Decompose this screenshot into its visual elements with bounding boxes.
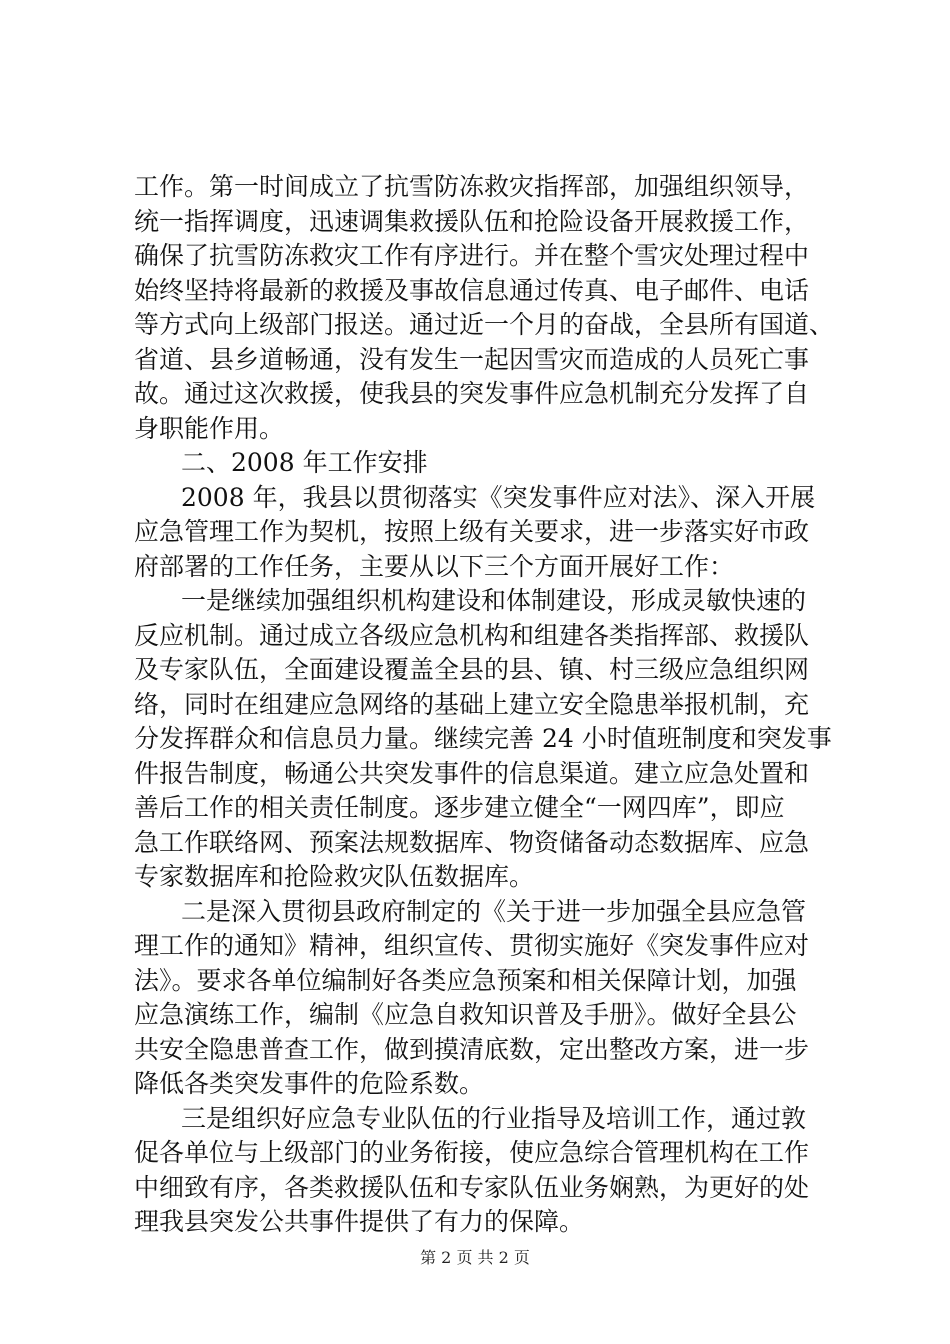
text-line: 件报告制度，畅通公共突发事件的信息渠道。建立应急处置和 <box>134 759 810 788</box>
page-footer: 第 2 页 共 2 页 <box>420 1248 530 1267</box>
text-line: 分发挥群众和信息员力量。继续完善 24 小时值班制度和突发事 <box>134 724 832 753</box>
text-line: 中细致有序，各类救援队伍和专家队伍业务娴熟，为更好的处 <box>134 1173 810 1202</box>
text-line: 理工作的通知》精神，组织宣传、贯彻实施好《突发事件应对 <box>134 931 810 960</box>
text-line: 应急演练工作，编制《应急自救知识普及手册》。做好全县公 <box>134 1000 797 1029</box>
text-line: 法》。要求各单位编制好各类应急预案和相关保障计划，加强 <box>134 966 797 995</box>
text-line: 等方式向上级部门报送。通过近一个月的奋战，全县所有国道、 <box>134 310 835 339</box>
section-heading: 二、2008 年工作安排 <box>181 448 428 477</box>
paragraph-start: 一是继续加强组织机构建设和体制建设，形成灵敏快速的 <box>181 586 807 615</box>
text-line: 应急管理工作为契机，按照上级有关要求，进一步落实好市政 <box>134 517 810 546</box>
text-line: 省道、县乡道畅通，没有发生一起因雪灾而造成的人员死亡事 <box>134 345 810 374</box>
paragraph-start: 二是深入贯彻县政府制定的《关于进一步加强全县应急管 <box>181 897 807 926</box>
text-line: 急工作联络网、预案法规数据库、物资储备动态数据库、应急 <box>134 828 810 857</box>
text-line: 故。通过这次救援，使我县的突发事件应急机制充分发挥了自 <box>134 379 810 408</box>
text-line: 共安全隐患普查工作，做到摸清底数，定出整改方案，进一步 <box>134 1035 810 1064</box>
text-line: 善后工作的相关责任制度。逐步建立健全“一网四库”，即应 <box>134 793 785 822</box>
text-line: 府部署的工作任务，主要从以下三个方面开展好工作： <box>134 552 735 581</box>
text-line: 反应机制。通过成立各级应急机构和组建各类指挥部、救援队 <box>134 621 810 650</box>
text-line: 确保了抗雪防冻救灾工作有序进行。并在整个雪灾处理过程中 <box>134 241 810 270</box>
text-line: 工作。第一时间成立了抗雪防冻救灾指挥部，加强组织领导， <box>134 172 810 201</box>
text-line: 身职能作用。 <box>134 414 285 443</box>
text-line: 专家数据库和抢险救灾队伍数据库。 <box>134 862 535 891</box>
text-line: 理我县突发公共事件提供了有力的保障。 <box>134 1207 585 1236</box>
text-line: 及专家队伍，全面建设覆盖全县的县、镇、村三级应急组织网 <box>134 655 810 684</box>
text-line: 络，同时在组建应急网络的基础上建立安全隐患举报机制，充 <box>134 690 810 719</box>
text-line: 促各单位与上级部门的业务衔接，使应急综合管理机构在工作 <box>134 1138 810 1167</box>
text-line: 统一指挥调度，迅速调集救援队伍和抢险设备开展救援工作， <box>134 207 810 236</box>
paragraph-start: 2008 年，我县以贯彻落实《突发事件应对法》、深入开展 <box>181 483 816 512</box>
text-line: 始终坚持将最新的救援及事故信息通过传真、电子邮件、电话 <box>134 276 810 305</box>
paragraph-start: 三是组织好应急专业队伍的行业指导及培训工作，通过敦 <box>181 1104 807 1133</box>
text-line: 降低各类突发事件的危险系数。 <box>134 1069 485 1098</box>
